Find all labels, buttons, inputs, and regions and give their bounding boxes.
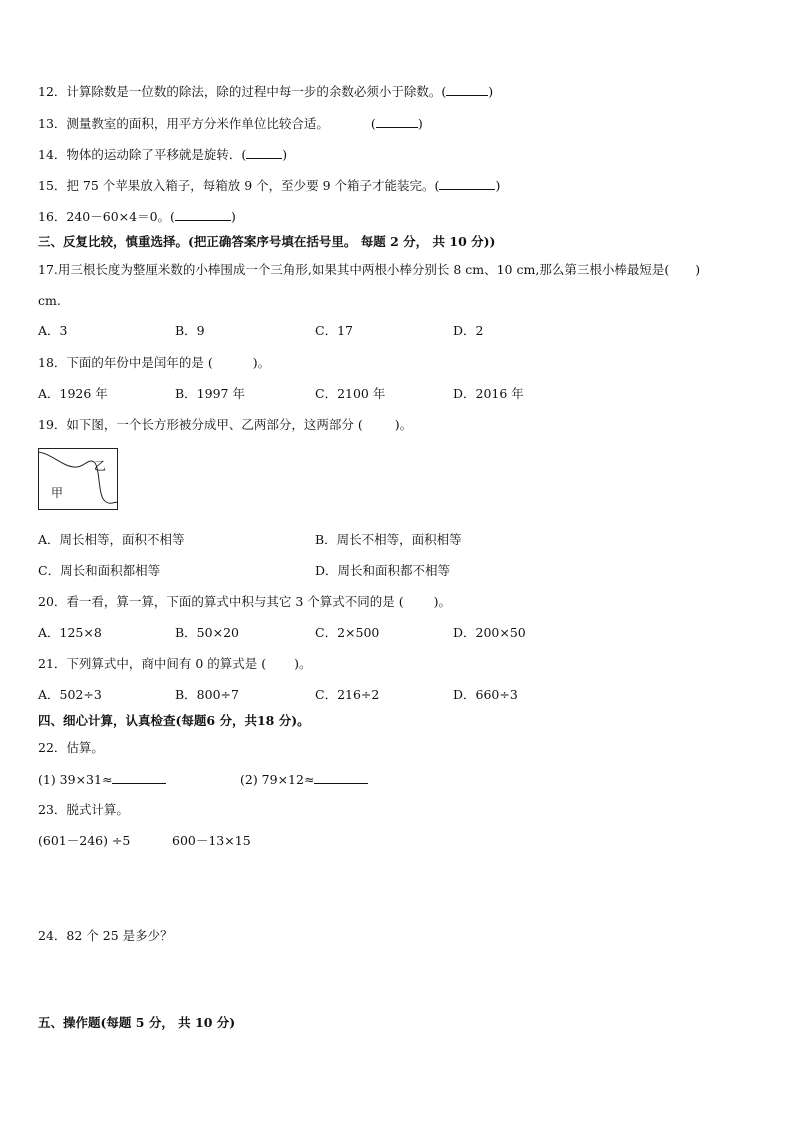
section-4-title: 四、细心计算，认真检查(每题6 分，共18 分)。 bbox=[38, 713, 310, 728]
question-17-cont: cm. bbox=[38, 293, 61, 308]
question-23: 23．脱式计算。 bbox=[38, 802, 129, 817]
question-22: 22．估算。 bbox=[38, 740, 104, 755]
question-21-text: 21．下列算式中，商中间有 0 的算式是 ( bbox=[38, 656, 267, 671]
question-12: 12．计算除数是一位数的除法，除的过程中每一步的余数必须小于除数。( ) bbox=[38, 84, 494, 99]
q20-option-c[interactable]: C．2×500 bbox=[315, 625, 380, 640]
question-13-text: 13．测量教室的面积，用平方分米作单位比较合适。 bbox=[38, 116, 329, 131]
q17-option-d[interactable]: D．2 bbox=[453, 323, 484, 338]
question-24: 24．82 个 25 是多少？ bbox=[38, 928, 173, 943]
q18-option-a[interactable]: A．1926 年 bbox=[38, 386, 108, 401]
section-5-title: 五、操作题(每题 5 分， 共 10 分) bbox=[38, 1015, 236, 1030]
q17-option-c[interactable]: C．17 bbox=[315, 323, 353, 338]
answer-blank[interactable] bbox=[446, 83, 488, 96]
q22-part-1: (1) 39×31≈ bbox=[38, 771, 166, 788]
answer-blank[interactable] bbox=[246, 146, 282, 159]
q23-expr-b: 600－13×15 bbox=[172, 833, 251, 848]
q20-option-b[interactable]: B．50×20 bbox=[175, 625, 239, 640]
q20-option-d[interactable]: D．200×50 bbox=[453, 625, 526, 640]
q18-option-b[interactable]: B．1997 年 bbox=[175, 386, 245, 401]
question-19: 19．如下图，一个长方形被分成甲、乙两部分，这两部分 ( )。 bbox=[38, 417, 413, 432]
q22-part-2: (2) 79×12≈ bbox=[240, 771, 368, 788]
q23-expr-a: (601－246) ÷5 bbox=[38, 833, 131, 848]
question-14: 14．物体的运动除了平移就是旋转．( ) bbox=[38, 147, 288, 162]
q21-option-d[interactable]: D．660÷3 bbox=[453, 687, 518, 702]
q21-option-c[interactable]: C．216÷2 bbox=[315, 687, 380, 702]
answer-blank[interactable] bbox=[439, 177, 495, 190]
q19-option-b[interactable]: B．周长不相等，面积相等 bbox=[315, 532, 462, 547]
q17-option-b[interactable]: B．9 bbox=[175, 323, 205, 338]
label-yi: 乙 bbox=[94, 459, 107, 473]
answer-blank[interactable] bbox=[175, 208, 231, 221]
question-18: 18．下面的年份中是闰年的是 ( )。 bbox=[38, 355, 271, 370]
q19-option-d[interactable]: D．周长和面积都不相等 bbox=[315, 563, 451, 578]
answer-blank[interactable] bbox=[314, 771, 368, 784]
question-13: 13．测量教室的面积，用平方分米作单位比较合适。 ( ) bbox=[38, 116, 423, 131]
question-17: 17.用三根长度为整厘米数的小棒围成一个三角形,如果其中两根小棒分别长 8 cm、10 cm,那么第三根小棒最短是( ) bbox=[38, 262, 701, 277]
section-3-title: 三、反复比较，慎重选择。(把正确答案序号填在括号里。 每题 2 分， 共 10 分)) bbox=[38, 234, 496, 249]
label-jia: 甲 bbox=[51, 486, 64, 500]
q21-option-b[interactable]: B．800÷7 bbox=[175, 687, 239, 702]
q19-option-c[interactable]: C．周长和面积都相等 bbox=[38, 563, 161, 578]
question-12-text: 12．计算除数是一位数的除法，除的过程中每一步的余数必须小于除数。( bbox=[38, 84, 447, 99]
question-16-text: 16．240－60×4＝0。( bbox=[38, 209, 175, 224]
question-17-text: 17.用三根长度为整厘米数的小棒围成一个三角形,如果其中两根小棒分别长 8 cm、10 cm,那么第三根小棒最短是( bbox=[38, 262, 670, 277]
question-21: 21．下列算式中，商中间有 0 的算式是 ( )。 bbox=[38, 656, 312, 671]
q19-option-a[interactable]: A．周长相等，面积不相等 bbox=[38, 532, 185, 547]
q18-option-d[interactable]: D．2016 年 bbox=[453, 386, 524, 401]
q18-option-c[interactable]: C．2100 年 bbox=[315, 386, 386, 401]
q21-option-a[interactable]: A．502÷3 bbox=[38, 687, 102, 702]
question-20-text: 20．看一看，算一算，下面的算式中积与其它 3 个算式不同的是 ( bbox=[38, 594, 404, 609]
question-19-text: 19．如下图，一个长方形被分成甲、乙两部分，这两部分 ( bbox=[38, 417, 363, 432]
question-14-text: 14．物体的运动除了平移就是旋转．( bbox=[38, 147, 247, 162]
q17-option-a[interactable]: A．3 bbox=[38, 323, 68, 338]
question-18-text: 18．下面的年份中是闰年的是 ( bbox=[38, 355, 213, 370]
question-15: 15．把 75 个苹果放入箱子，每箱放 9 个，至少要 9 个箱子才能装完。( ) bbox=[38, 178, 501, 193]
answer-blank[interactable] bbox=[376, 115, 418, 128]
rectangle-figure bbox=[38, 448, 118, 510]
question-15-text: 15．把 75 个苹果放入箱子，每箱放 9 个，至少要 9 个箱子才能装完。( bbox=[38, 178, 440, 193]
question-16: 16．240－60×4＝0。( ) bbox=[38, 209, 236, 224]
q20-option-a[interactable]: A．125×8 bbox=[38, 625, 102, 640]
answer-blank[interactable] bbox=[112, 771, 166, 784]
question-20: 20．看一看，算一算，下面的算式中积与其它 3 个算式不同的是 ( )。 bbox=[38, 594, 452, 609]
